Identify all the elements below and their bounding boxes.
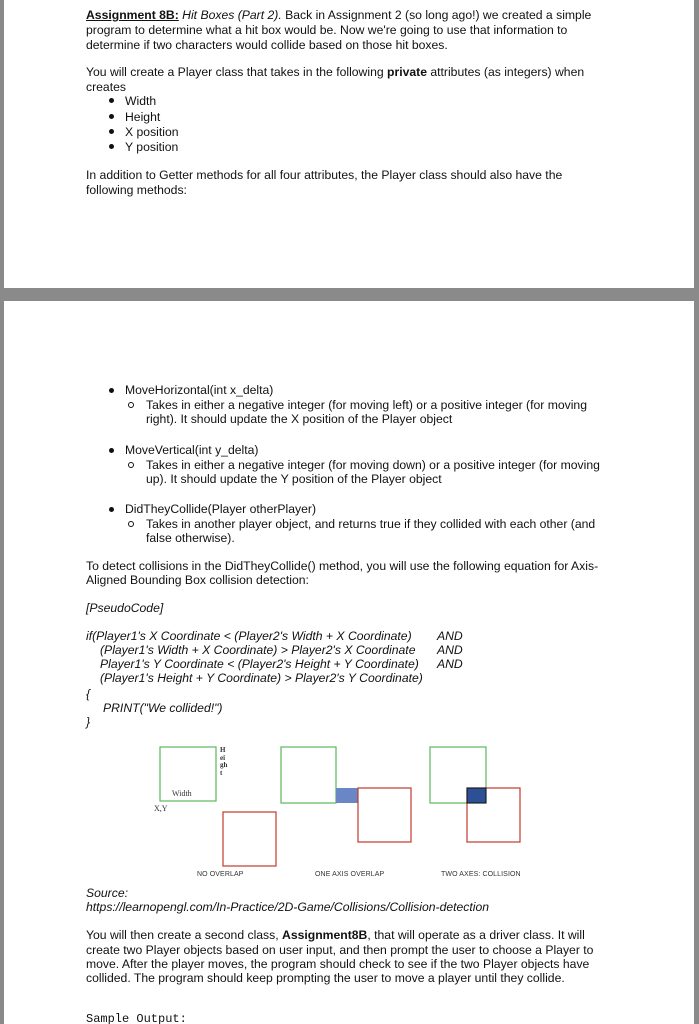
caption-collision: TWO AXES: COLLISION: [441, 871, 521, 878]
driver-line-4: collided. The program should keep prompting the user to move a player until they collide.: [86, 971, 565, 985]
condition-1-text: if(Player1's X Coordinate < (Player2's Width + X Coordinate): [86, 629, 412, 643]
detect-line-2: Aligned Bounding Box collision detection:: [86, 573, 309, 587]
document-page-1: [4, 0, 694, 288]
collision-diagram: [4, 301, 694, 1024]
method-desc-line: false otherwise).: [146, 531, 235, 545]
condition-4-text: (Player1's Height + Y Coordinate) > Player2's Y Coordinate): [100, 671, 423, 685]
bullet-icon: [109, 129, 114, 134]
method-desc-line: up). It should update the Y position of the Player object: [146, 472, 442, 486]
sample-output-label: Sample Output:: [86, 1012, 187, 1024]
method-move-horizontal: MoveHorizontal(int x_delta): [125, 383, 274, 397]
and-text: AND: [437, 629, 463, 643]
source-url-text: https://learnopengl.com/In-Practice/2D-Game/Collisions/Collision-detection: [86, 900, 490, 914]
open-brace-text: {: [86, 687, 91, 701]
red-box: [223, 812, 276, 866]
method-did-they-collide: DidTheyCollide(Player otherPlayer): [125, 502, 317, 516]
condition-3-text: Player1's Y Coordinate < (Player2's Height + Y Coordinate): [100, 657, 419, 671]
width-label: Width: [172, 789, 192, 798]
intro-line-1: Back in Assignment 2 (so long ago!) we created a simple: [281, 8, 592, 22]
caption-no-overlap: NO OVERLAP: [197, 871, 244, 878]
bullet-icon: [109, 114, 114, 119]
close-brace-text: }: [86, 715, 91, 729]
attribute-item: Height: [125, 110, 161, 124]
red-box: [358, 788, 411, 842]
driver-line-3: move. After the player moves, the program should check to see if the two Player objects have: [86, 957, 590, 971]
and-text: AND: [437, 657, 463, 671]
method-desc-line: right). It should update the X position of the Player object: [146, 412, 453, 426]
collision-region: [467, 788, 486, 803]
driver-line-1: [86, 928, 585, 943]
and-text: AND: [437, 643, 463, 657]
bullet-icon: [109, 144, 114, 149]
source-label: [86, 886, 128, 901]
green-box: [281, 747, 336, 803]
xy-label: X,Y: [154, 804, 168, 813]
bullet-icon: [109, 98, 114, 103]
getter-line-1: In addition to Getter methods for all four attributes, the Player class should also have the: [86, 168, 563, 182]
method-desc-line: Takes in either a negative integer (for moving left) or a positive integer (for moving: [146, 398, 587, 412]
getter-line-2: following methods:: [86, 183, 187, 197]
source-label-text: Source:: [86, 886, 129, 900]
driver-line-1-post: , that will operate as a driver class. It will: [367, 928, 585, 942]
attribute-item: Y position: [125, 140, 179, 154]
height-label: Height: [220, 746, 228, 777]
private-keyword: private: [387, 65, 427, 79]
driver-class-name: Assignment8B: [282, 928, 368, 942]
overlap-region: [336, 788, 358, 803]
intro-line-2: program to determine what a hit box would be. Now we're going to use that information to: [86, 23, 568, 37]
attribute-item: Width: [125, 94, 157, 108]
attribute-item: X position: [125, 125, 179, 139]
heading-label: Assignment 8B:: [86, 8, 179, 22]
intro-line-3: determine if two characters would collide based on those hit boxes.: [86, 38, 448, 52]
driver-line-1-pre: You will then create a second class,: [86, 928, 283, 942]
driver-line-2: create two Player objects based on user input, and then prompt the user to choose a Player to: [86, 943, 594, 957]
caption-one-axis-overlap: ONE AXIS OVERLAP: [315, 871, 385, 878]
condition-2-text: (Player1's Width + X Coordinate) > Player2's X Coordinate: [100, 643, 416, 657]
assignment-heading: [86, 8, 591, 23]
player-line-1-pre: You will create a Player class that takes in the following: [86, 65, 388, 79]
heading-title: Hit Boxes (Part 2).: [182, 8, 282, 22]
player-paragraph-line-1: [86, 65, 584, 80]
pseudocode-label-text: [PseudoCode]: [86, 601, 164, 615]
print-text: PRINT("We collided!"): [103, 701, 223, 715]
method-move-vertical: MoveVertical(int y_delta): [125, 443, 259, 457]
document-page-2: [4, 301, 694, 1024]
method-desc-line: Takes in either a negative integer (for moving down) or a positive integer (for moving: [146, 458, 600, 472]
player-paragraph-line-2: creates: [86, 80, 126, 94]
player-line-1-post: attributes (as integers) when: [426, 65, 585, 79]
detect-line-1: To detect collisions in the DidTheyCollide() method, you will use the following equation for Axis-: [86, 559, 599, 573]
method-desc-line: Takes in another player object, and returns true if they collided with each other (and: [146, 517, 596, 531]
source-url: [86, 900, 489, 915]
